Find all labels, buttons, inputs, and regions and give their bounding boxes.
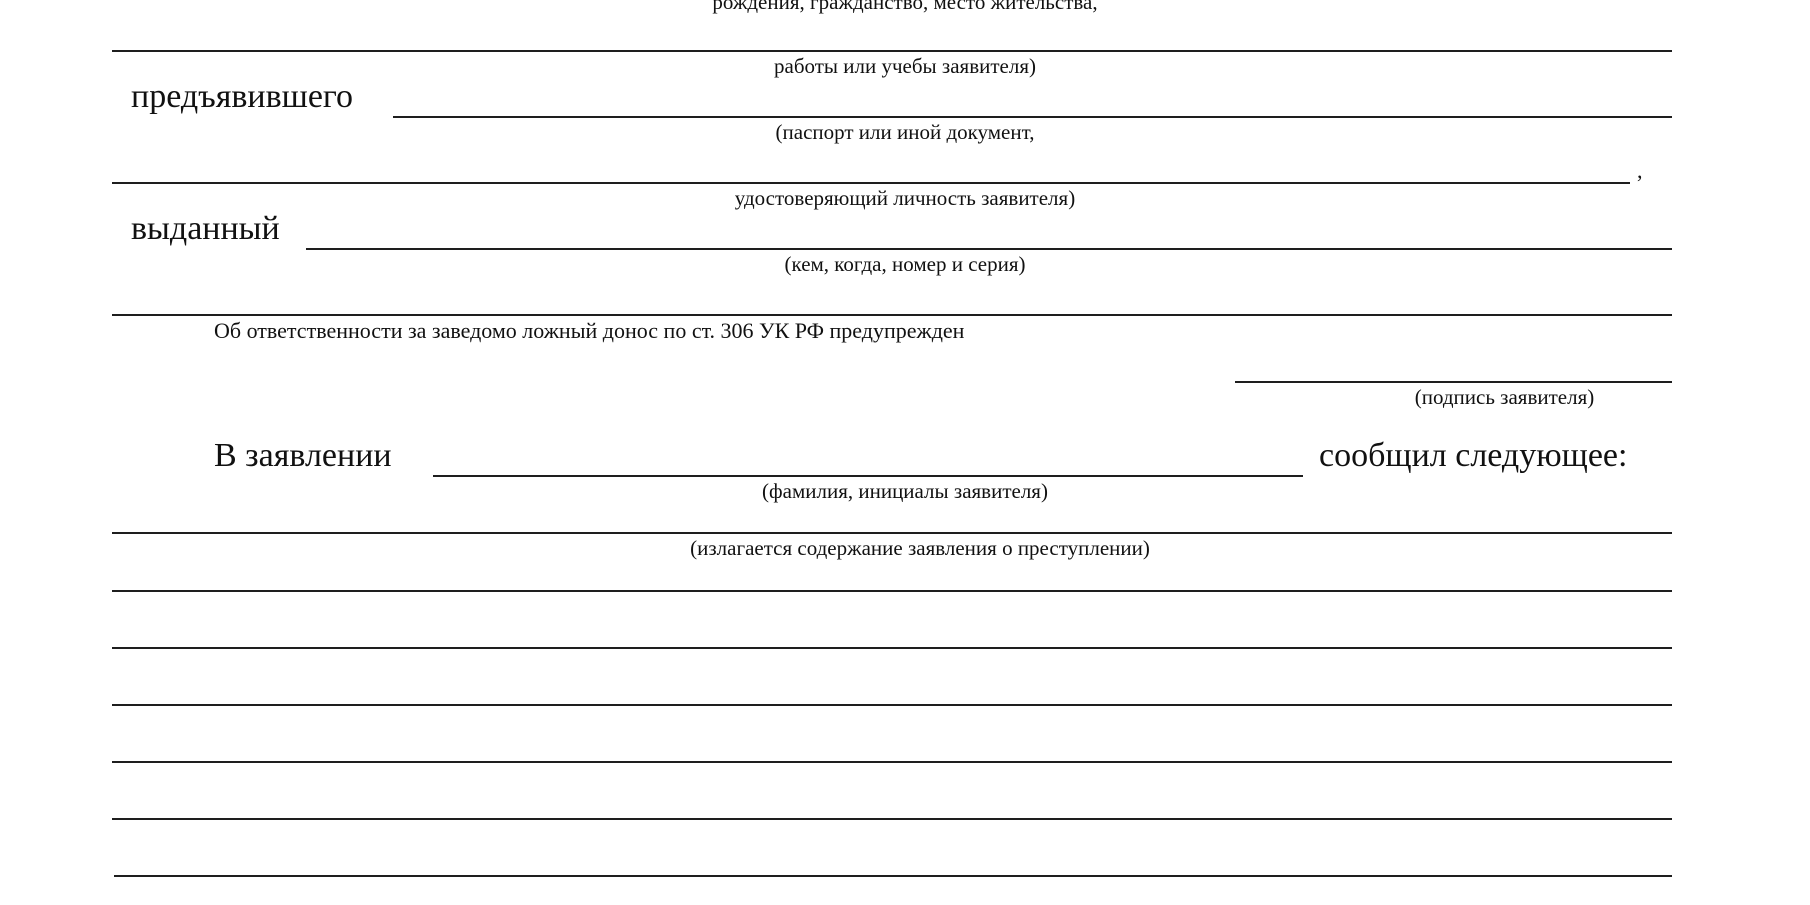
caption-signature: (подпись заявителя)	[1414, 385, 1595, 409]
field-line-presented-document[interactable]	[393, 116, 1672, 118]
statement-line[interactable]	[112, 647, 1672, 649]
statement-line[interactable]	[112, 590, 1672, 592]
statement-line[interactable]	[114, 875, 1672, 877]
liability-warning: Об ответственности за заведомо ложный донос по ст. 306 УК РФ предупрежден	[214, 318, 965, 343]
field-line-identity-document[interactable]	[112, 182, 1630, 184]
caption-identity-doc: удостоверяющий личность заявителя)	[734, 186, 1076, 210]
statement-line[interactable]	[112, 704, 1672, 706]
field-line-extra[interactable]	[112, 314, 1672, 316]
field-line-residence[interactable]	[112, 50, 1672, 52]
label-reported-following: сообщил следующее:	[1319, 437, 1628, 474]
field-line-applicant-name[interactable]	[433, 475, 1303, 477]
label-presented: предъявившего	[131, 78, 354, 115]
caption-statement-content: (излагается содержание заявления о преступлении)	[690, 536, 1150, 560]
caption-birth-citizenship-residence: рождения, гражданство, место жительства,	[712, 0, 1098, 14]
field-line-signature[interactable]	[1235, 381, 1672, 383]
caption-issued-by: (кем, когда, номер и серия)	[784, 252, 1026, 276]
statement-line[interactable]	[112, 532, 1672, 534]
trailing-comma: ,	[1637, 158, 1643, 183]
field-line-issued-details[interactable]	[306, 248, 1672, 250]
caption-passport-or-other-doc: (паспорт или иной документ,	[775, 120, 1035, 144]
caption-work-or-study: работы или учебы заявителя)	[774, 54, 1036, 78]
statement-line[interactable]	[112, 761, 1672, 763]
caption-surname-initials: (фамилия, инициалы заявителя)	[762, 479, 1048, 503]
statement-line[interactable]	[112, 818, 1672, 820]
label-in-statement: В заявлении	[214, 437, 392, 474]
label-issued: выданный	[131, 210, 280, 247]
